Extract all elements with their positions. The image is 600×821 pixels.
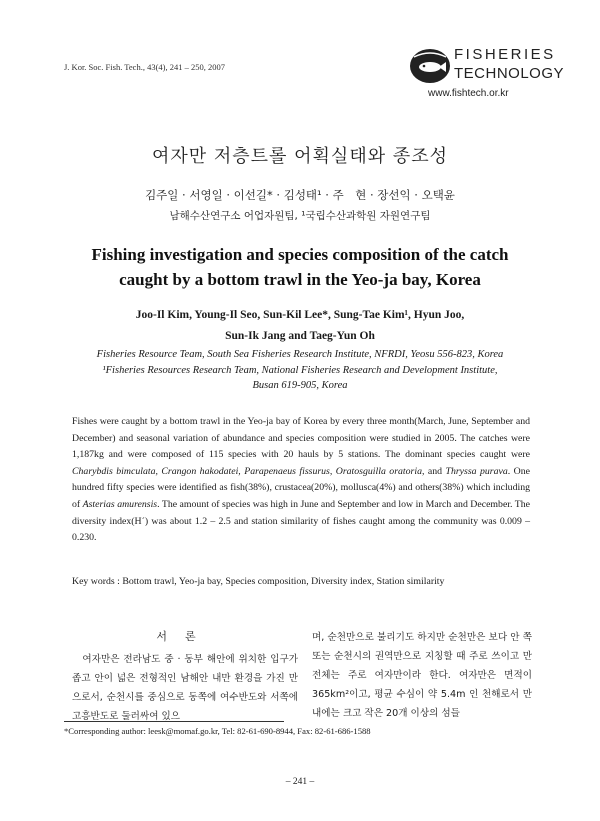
abstract-species-1: Charybdis bimculata, Crangon hakodatei, Parapenaeus fissurus, Oratosguilla oratoria, (72, 465, 425, 477)
page-number: – 241 – (285, 777, 315, 787)
authors-english-line-2: Sun-Ik Jang and Taeg-Yun Oh (225, 330, 375, 342)
abstract-text-1: Fishes were caught by a bottom trawl in the Yeo-ja bay of Korea by every three month(March, June, September and December) and seasonal variation of abundance and species composition were studied in 2005. The catches were 1,187kg and were composed of 115 species with 20 hauls by 5 stations. The dominant species caught were (72, 416, 530, 461)
abstract (72, 414, 530, 547)
keywords: Key words : Bottom trawl, Yeo-ja bay, Species composition, Diversity index, Station similarity (72, 576, 445, 587)
body-column-right (312, 628, 532, 723)
logo-technology-text: TECHNOLOGY (454, 65, 565, 82)
abstract-species-3: Asterias amurensis (82, 498, 158, 510)
corresponding-author-footnote: *Corresponding author: leesk@momaf.go.kr, Tel: 82-61-690-8944, Fax: 82-61-686-1588 (64, 726, 371, 736)
body-text-right: 며, 순천만으로 불리기도 하지만 순천만은 보다 안 쪽 또는 순천시의 권역만으로 지칭할 때 주로 쓰이고 만 전체는 주로 여자만이라 한다. 여자만은 면적이 365km²이고, 평균 수심이 약 5.4m 인 천해로서 만내에는 크고 작은 20개 이상의 섬들 (312, 632, 532, 719)
title-english-line-1: Fishing investigation and species composition of the catch (91, 245, 509, 264)
affiliation-english (40, 347, 560, 394)
journal-url[interactable]: www.fishtech.or.kr (428, 88, 509, 99)
authors-english-line-1: Joo-Il Kim, Young-Il Seo, Sun-Kil Lee*, Sung-Tae Kim¹, Hyun Joo, (135, 309, 465, 321)
title-korean: 여자만 저층트롤 어획실태와 종조성 (152, 146, 448, 167)
fish-emblem-icon (408, 46, 452, 86)
affiliation-english-line-1: Fisheries Resource Team, South Sea Fisheries Research Institute, NFRDI, Yeosu 556-823, Korea (96, 349, 504, 360)
footnote-divider (64, 721, 284, 722)
abstract-text-2: and (424, 465, 446, 477)
authors-english (40, 305, 560, 347)
title-english-line-2: caught by a bottom trawl in the Yeo-ja bay, Korea (119, 270, 481, 289)
affiliation-english-line-2: ¹Fisheries Resources Research Team, National Fisheries Research and Development Institute, (102, 364, 498, 376)
section-heading-introduction: 서론 (156, 630, 214, 643)
body-column-left (72, 628, 298, 726)
logo-fisheries-text: FISHERIES (454, 46, 556, 63)
affiliation-korean: 남해수산연구소 어업자원팀, ¹국립수산과학원 자원연구팀 (169, 210, 431, 222)
authors-korean: 김주일 · 서영일 · 이선길* · 김성태¹ · 주 현 · 장선익 · 오택윤 (145, 188, 455, 202)
affiliation-english-line-3: Busan 619-905, Korea (252, 380, 348, 391)
journal-logo (408, 44, 565, 104)
abstract-species-2: Thryssa purava (445, 465, 508, 477)
title-english (40, 242, 560, 292)
body-text-left: 여자만은 전라남도 중 · 동부 해안에 위치한 입구가 좁고 안이 넓은 전형적인 남해안 내만 환경을 가진 만으로서, 순천시를 중심으로 동쪽에 여수반도와 서쪽에 고흥반도로 둘러싸여 있으 (72, 654, 298, 722)
journal-citation: J. Kor. Soc. Fish. Tech., 43(4), 241 – 250, 2007 (64, 62, 225, 72)
abstract-text-4: . The amount of species was high in June and September and low in March and December. The diversity index(H´) was about 1.2 – 2.5 and station similarity of fishes caught among the community was 0.009 – 0.230. (72, 498, 530, 544)
abstract-text-3: . One hundred fifty species were identified as fish(38%), crustacea(20%), mollusca(4%) and others(38%) which including of (72, 465, 530, 510)
